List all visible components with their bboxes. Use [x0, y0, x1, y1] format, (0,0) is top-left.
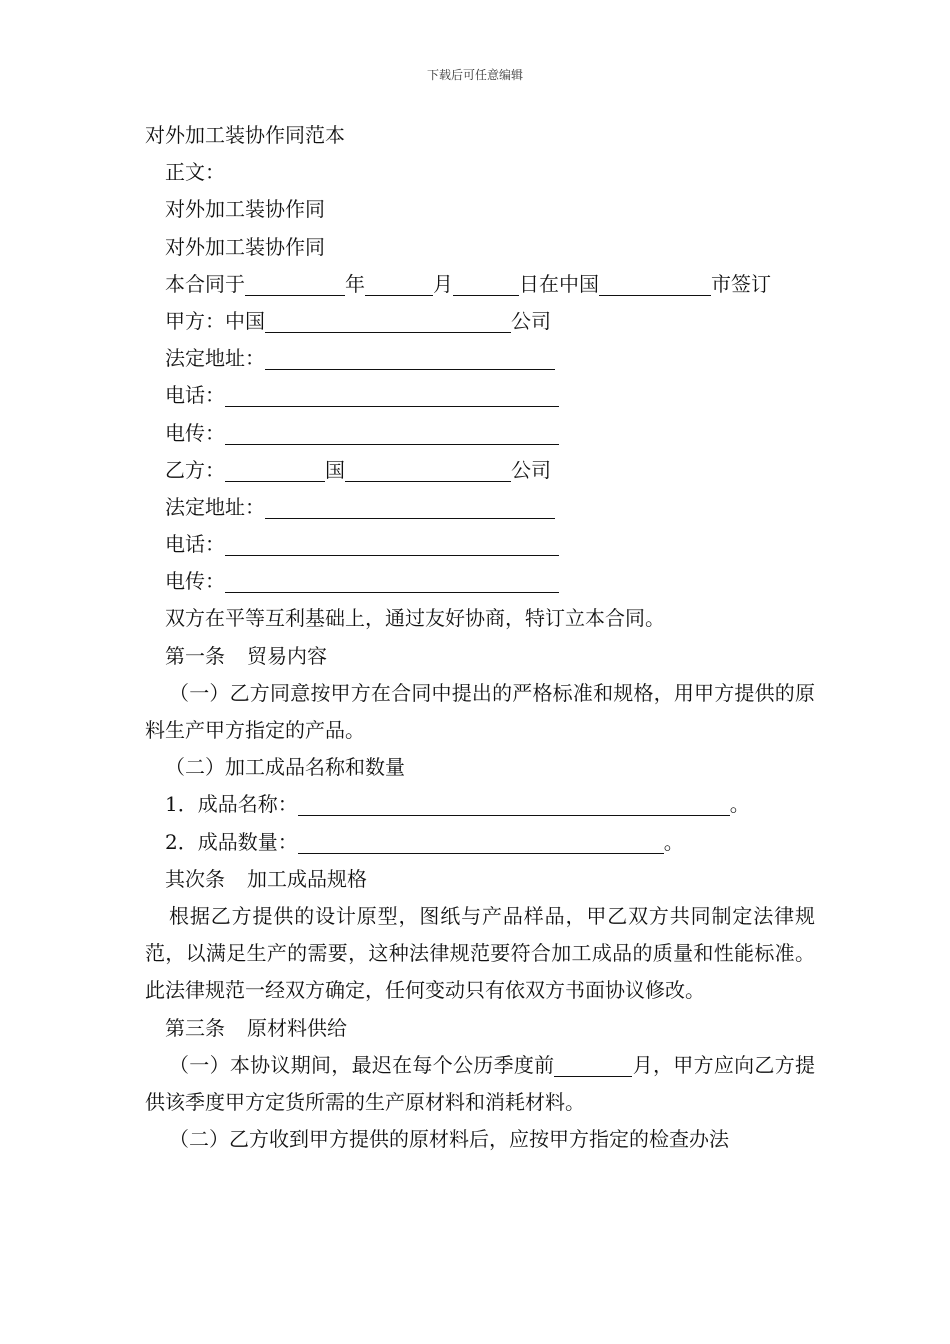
subtitle-2: 对外加工装协作同	[165, 234, 325, 259]
blank-party-a-fax[interactable]	[225, 422, 559, 445]
blank-party-b-name[interactable]	[345, 459, 511, 482]
subtitle-1: 对外加工装协作同	[165, 197, 325, 222]
blank-day[interactable]	[453, 273, 519, 296]
party-a-address-line: 法定地址：	[145, 340, 815, 377]
blank-party-a-name[interactable]	[265, 310, 511, 333]
blank-product-quantity[interactable]	[298, 831, 664, 854]
party-b-address-line: 法定地址：	[145, 489, 815, 526]
blank-party-b-address[interactable]	[265, 496, 555, 519]
article-1-item-1: 1．成品名称： 。	[165, 792, 750, 817]
article-2-text: 根据乙方提供的设计原型，图纸与产品样品，甲乙双方共同制定法律规范，以满足生产的需要，这种法律规范要符合加工成品的质量和性能标准。此法律规范一经双方确定，任何变动只有依双方书面协议修改。	[145, 903, 815, 1003]
blank-party-b-phone[interactable]	[225, 533, 559, 556]
blank-party-a-phone[interactable]	[225, 384, 559, 407]
blank-party-a-address[interactable]	[265, 347, 555, 370]
blank-months-before[interactable]	[554, 1054, 632, 1077]
article-1-clause-2: （二）加工成品名称和数量	[165, 755, 405, 780]
party-b-phone-line: 电话：	[145, 526, 815, 563]
document-body	[145, 117, 815, 1158]
article-2-heading: 其次条 加工成品规格	[165, 866, 367, 891]
document-title: 对外加工装协作同范本	[145, 123, 345, 147]
article-3-clause-2: （二）乙方收到甲方提供的原材料后，应按甲方指定的检查办法	[169, 1127, 729, 1152]
body-label: 正文：	[165, 160, 225, 185]
blank-year[interactable]	[245, 273, 345, 296]
article-3-clause-1: （一）本协议期间，最迟在每个公历季度前 月，甲方应向乙方提供该季度甲方定货所需的生产原材料和消耗材料。	[145, 1052, 816, 1114]
blank-party-b-fax[interactable]	[225, 570, 559, 593]
party-b-fax-line: 电传：	[145, 563, 815, 600]
blank-product-name[interactable]	[298, 793, 730, 816]
party-a-fax-line: 电传：	[145, 415, 815, 452]
party-a-name-line: 甲方：中国 公司	[165, 308, 551, 333]
article-1-heading: 第一条 贸易内容	[165, 643, 327, 668]
article-1-clause-1: （一）乙方同意按甲方在合同中提出的严格标准和规格，用甲方提供的原料生产甲方指定的产品。	[145, 680, 815, 743]
blank-city[interactable]	[599, 273, 711, 296]
party-b-name-line: 乙方： 国 公司	[165, 457, 551, 482]
page-header: 下载后可任意编辑	[426, 68, 523, 82]
article-1-item-2: 2．成品数量： 。	[165, 829, 684, 854]
article-3-heading: 第三条 原材料供给	[165, 1015, 347, 1040]
intro-paragraph: 双方在平等互利基础上，通过友好协商，特订立本合同。	[165, 606, 665, 631]
blank-party-b-country[interactable]	[225, 459, 325, 482]
party-a-phone-line: 电话：	[145, 377, 815, 414]
signing-line: 本合同于 年 月 日在中国 市签订	[165, 271, 771, 296]
blank-month[interactable]	[365, 273, 433, 296]
